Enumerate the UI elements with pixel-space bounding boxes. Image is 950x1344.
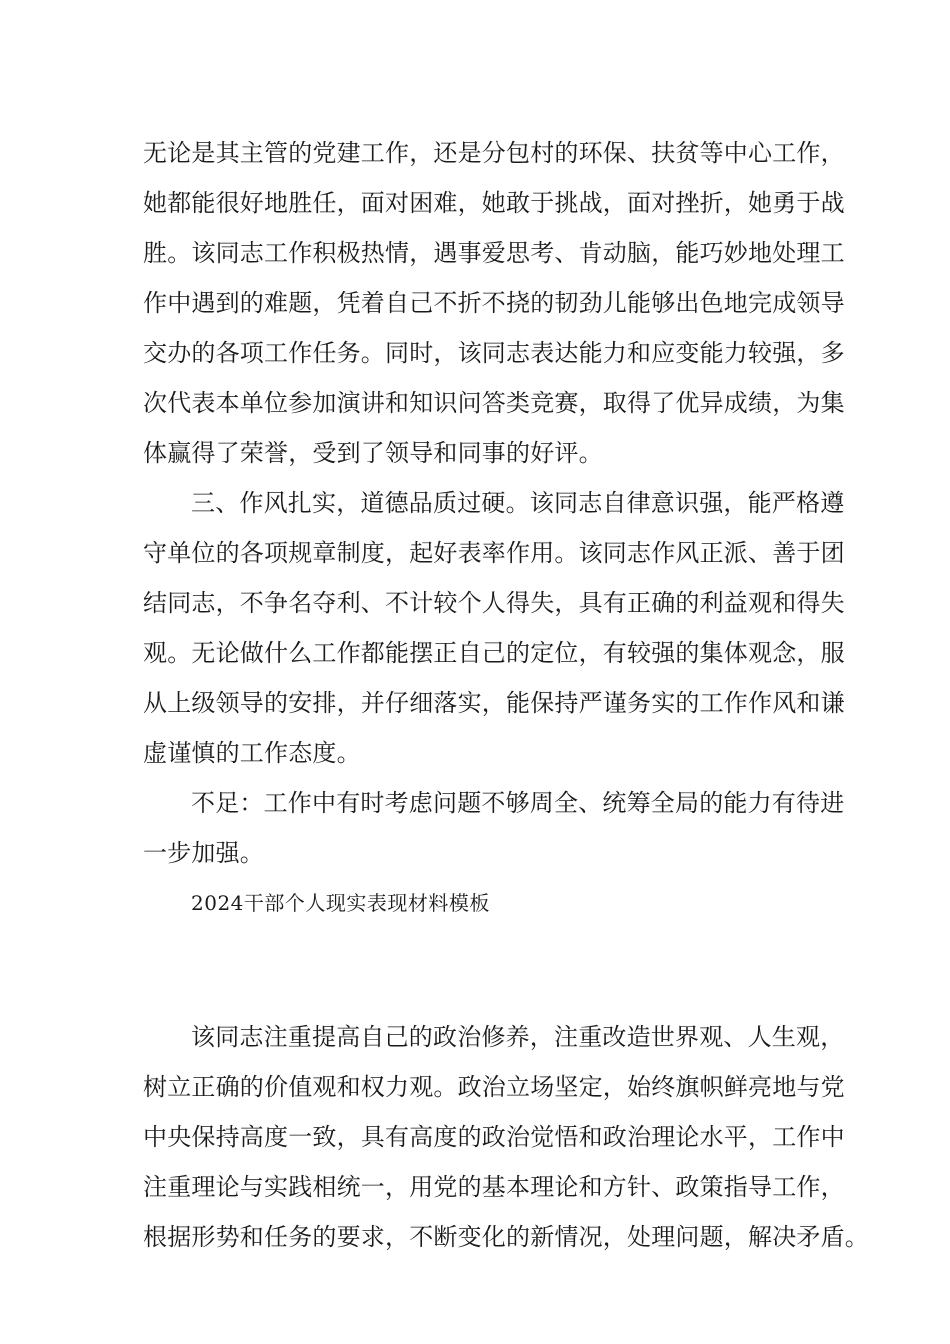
- text-line: 中央保持高度一致，具有高度的政治觉悟和政治理论水平，工作中: [143, 1123, 845, 1151]
- text-line: 观。无论做什么工作都能摆正自己的定位，有较强的集体观念，服: [143, 639, 845, 667]
- text-line: 根据形势和任务的要求，不断变化的新情况，处理问题，解决矛盾。: [143, 1223, 869, 1251]
- text-line: 胜。该同志工作积极热情，遇事爱思考、肯动脑，能巧妙地处理工: [143, 239, 845, 267]
- paragraph-4: [143, 1012, 869, 1262]
- text-line: 从上级领导的安排，并仔细落实，能保持严谨务实的工作作风和谦: [143, 689, 845, 717]
- text-line: 不足：工作中有时考虑问题不够周全、统筹全局的能力有待进: [191, 789, 845, 817]
- paragraph-2: [143, 478, 845, 778]
- blank-spacer: [143, 928, 823, 1012]
- text-line: 树立正确的价值观和权力观。政治立场坚定，始终旗帜鲜亮地与党: [143, 1073, 845, 1101]
- paragraph-3: [143, 778, 845, 878]
- text-line: 体赢得了荣誉，受到了领导和同事的好评。: [143, 439, 603, 467]
- text-line: 结同志，不争名夺利、不计较个人得失，具有正确的利益观和得失: [143, 589, 845, 617]
- text-line: 无论是其主管的党建工作，还是分包村的环保、扶贫等中心工作，: [143, 139, 845, 167]
- text-line: 虚谨慎的工作态度。: [143, 739, 361, 767]
- text-line: 次代表本单位参加演讲和知识问答类竞赛，取得了优异成绩，为集: [143, 389, 845, 417]
- document-body: [143, 128, 869, 1262]
- paragraph-1: [143, 128, 845, 478]
- section-title: 2024干部个人现实表现材料模板: [191, 891, 490, 915]
- text-line: 该同志注重提高自己的政治修养，注重改造世界观、人生观，: [191, 1023, 845, 1051]
- text-line: 作中遇到的难题，凭着自己不折不挠的韧劲儿能够出色地完成领导: [143, 289, 845, 317]
- text-line: 三、作风扎实，道德品质过硬。该同志自律意识强，能严格遵: [191, 489, 845, 517]
- text-line: 交办的各项工作任务。同时，该同志表达能力和应变能力较强，多: [143, 339, 845, 367]
- text-line: 一步加强。: [143, 839, 264, 867]
- text-line: 守单位的各项规章制度，起好表率作用。该同志作风正派、善于团: [143, 539, 845, 567]
- text-line: 她都能很好地胜任，面对困难，她敢于挑战，面对挫折，她勇于战: [143, 189, 845, 217]
- text-line: 注重理论与实践相统一，用党的基本理论和方针、政策指导工作，: [143, 1173, 845, 1201]
